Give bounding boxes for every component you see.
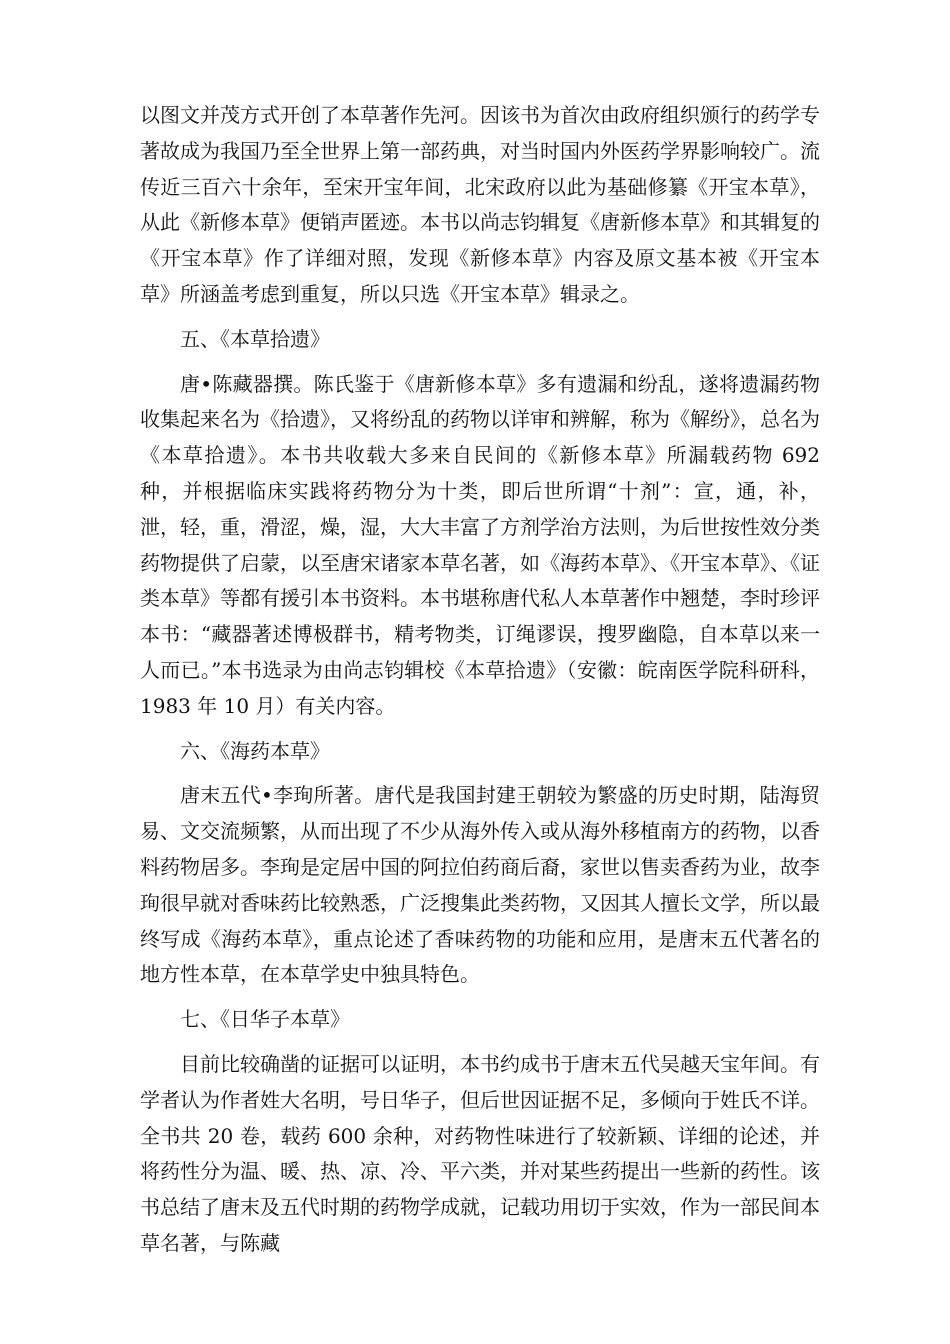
paragraph-intro-continuation: 以图文并茂方式开创了本草著作先河。因该书为首次由政府组织颁行的药学专著故成为我国乃至全世界上第一部药典，对当时国内外医药学界影响较广。流传近三百六十余年，至宋开宝年间，北宋政府以此为基础修纂《开宝本草》，从此《新修本草》便销声匿迹。本书以尚志钧辑复《唐新修本草》和其辑复的《开宝本草》作了详细对照，发现《新修本草》内容及原文基本被《开宝本草》所涵盖考虑到重复，所以只选《开宝本草》辑录之。 [140,103,820,306]
spacer [140,1038,820,1047]
spacer [140,313,820,322]
spacer [140,769,820,778]
spacer [140,725,820,734]
section-heading-5: 五、《本草拾遗》 [180,326,330,351]
document-page [140,98,820,1262]
section-heading-7: 七、《日华子本草》 [180,1007,350,1032]
paragraph-section-5: 唐•陈藏器撰。陈氏鉴于《唐新修本草》多有遗漏和纷乱，遂将遗漏药物收集起来名为《拾遗》，又将纷乱的药物以详审和辨解，称为《解纷》，总名为《本草拾遗》。本书共收载大多来自民间的《新修本草》所漏载药物 692 种，并根据临床实践将药物分为十类，即后世所谓“十剂”：宣，通，补，泄，轻，重，滑涩，燥，湿，大大丰富了方剂学治方法则，为后世按性效分类药物提供了启蒙，以至唐宋诸家本草名著，如《海药本草》、《开宝本草》、《证类本草》等都有援引本书资料。本书堪称唐代私人本草著作中翘楚，李时珍评本书：“藏器著述博极群书，精考物类，订绳谬误，搜罗幽隐，自本草以来一人而已。”本书选录为由尚志钧辑校《本草拾遗》（安徽：皖南医学院科研科，1983 年 10 月）有关内容。 [140,371,820,718]
paragraph-section-6: 唐末五代•李珣所著。唐代是我国封建王朝较为繁盛的历史时期，陆海贸易、文交流频繁，从而出现了不少从海外传入或从海外移植南方的药物，以香料药物居多。李珣是定居中国的阿拉伯药商后裔，家世以售卖香药为业，故李珣很早就对香味药比较熟悉，广泛搜集此类药物，又因其人擅长文学，所以最终写成《海药本草》，重点论述了香味药物的功能和应用，是唐末五代著名的地方性本草，在本草学史中独具特色。 [140,783,820,987]
section-heading-6: 六、《海药本草》 [180,738,330,763]
spacer [140,993,820,1002]
spacer [140,358,820,367]
paragraph-section-7: 目前比较确凿的证据可以证明，本书约成书于唐末五代吴越天宝年间。有学者认为作者姓大名明，号日华子，但后世因证据不足，多倾向于姓氏不详。全书共 20 卷，载药 600 余种，对药物性味进行了较新颖、详细的论述，并将药性分为温、暖、热、凉、冷、平六类，并对某些药提出一些新的药性。该书总结了唐末及五代时期的药物学成就，记载功用切于实效，作为一部民间本草名著，与陈藏 [140,1051,820,1255]
